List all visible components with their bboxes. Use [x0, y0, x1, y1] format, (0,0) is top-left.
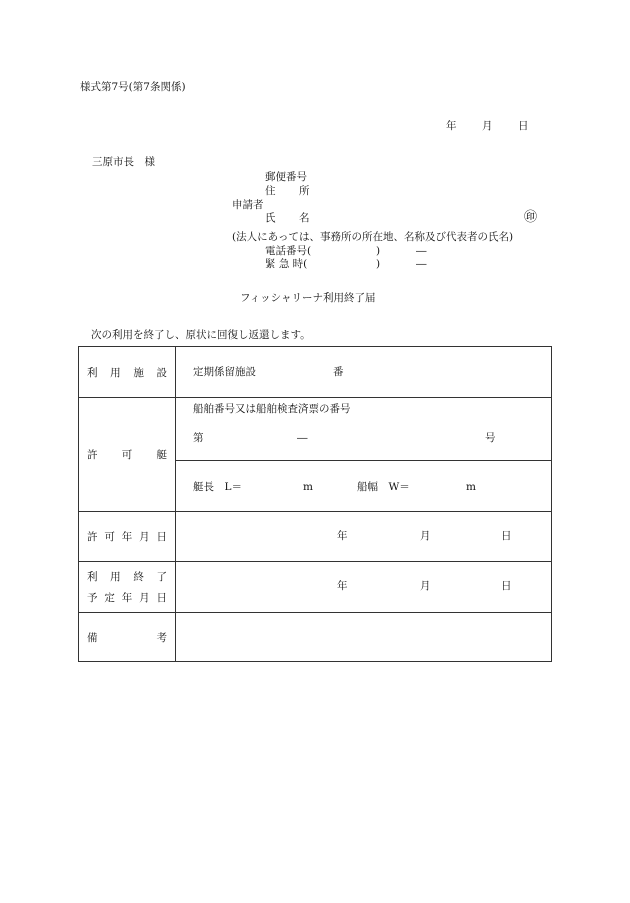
phone-label: 電話番号(: [265, 245, 312, 257]
address-label-char-1: 住: [265, 185, 276, 197]
label-char: 備: [87, 632, 98, 644]
label-char: 用: [110, 366, 121, 379]
end-date-year: 年: [337, 580, 348, 592]
label-char: 可: [121, 449, 133, 461]
row-divider-inner: [175, 460, 551, 461]
boat-length-label: 艇長 L＝: [193, 481, 242, 493]
label-char: 予: [87, 592, 98, 604]
facility-number-suffix: 番: [333, 366, 344, 378]
end-date-month: 月: [420, 580, 431, 592]
boat-number-suffix: 号: [485, 432, 496, 444]
boat-number-dash: ―: [297, 432, 308, 444]
emergency-close-paren: ): [376, 258, 381, 270]
phone-close-paren: ): [376, 245, 381, 257]
emergency-dash: ―: [416, 258, 427, 270]
document-title: フィッシャリーナ利用終了届: [240, 292, 376, 304]
label-char: 利: [87, 571, 98, 583]
form-id: 様式第7号(第7条関係): [80, 81, 186, 93]
date-month: 月: [482, 120, 493, 132]
phone-dash: ―: [416, 245, 427, 257]
boat-width-label: 船幅 W＝: [357, 481, 410, 493]
address-label-char-2: 所: [299, 185, 310, 197]
boat-number-prefix: 第: [193, 432, 204, 444]
remarks-label: [79, 613, 175, 662]
label-char: 月: [139, 592, 150, 604]
facility-value: 定期係留施設: [193, 366, 256, 378]
boat-width-unit: m: [466, 481, 476, 493]
emergency-label: 緊 急 時(: [265, 258, 308, 270]
label-char: 許: [87, 531, 98, 543]
permit-date-month: 月: [420, 530, 431, 542]
permit-date-day: 日: [501, 530, 512, 542]
label-char: 日: [156, 592, 167, 604]
label-char: 利: [87, 366, 98, 379]
date-year: 年: [446, 120, 457, 132]
addressee: 三原市長 様: [92, 156, 155, 168]
facility-label: [79, 347, 175, 397]
label-char: 月: [139, 531, 150, 543]
table-divider-vertical: [175, 347, 176, 661]
label-char: 艇: [156, 449, 167, 461]
label-char: 定: [104, 592, 115, 604]
end-date-label: [79, 562, 175, 612]
postal-code-label: 郵便番号: [265, 171, 307, 183]
label-char: 可: [104, 531, 115, 543]
label-char: 了: [156, 571, 167, 583]
permitted-boat-label: [79, 398, 175, 511]
label-char: 終: [133, 571, 144, 583]
form-table: [78, 346, 552, 662]
label-char: 年: [121, 592, 133, 604]
corporate-note: (法人にあっては、事務所の所在地、名称及び代表者の氏名): [232, 231, 514, 243]
boat-length-unit: m: [303, 481, 313, 493]
label-char: 設: [156, 366, 167, 379]
intro-text: 次の利用を終了し、原状に回復し返還します。: [91, 329, 311, 341]
label-char: 考: [156, 632, 167, 644]
label-char: 許: [87, 449, 98, 461]
seal-icon: ㊞: [524, 210, 538, 225]
label-char: 用: [110, 571, 121, 583]
label-char: 施: [133, 366, 144, 379]
date-day: 日: [518, 120, 529, 132]
name-label-char-1: 氏: [265, 212, 276, 224]
end-date-day: 日: [501, 580, 512, 592]
applicant-role-label: 申請者: [232, 199, 264, 211]
permit-date-year: 年: [337, 530, 348, 542]
label-char: 日: [156, 531, 167, 543]
label-char: 年: [121, 531, 133, 543]
boat-number-heading: 船舶番号又は船舶検査済票の番号: [193, 403, 351, 415]
name-label-char-2: 名: [299, 212, 310, 224]
permit-date-label: [79, 512, 175, 561]
